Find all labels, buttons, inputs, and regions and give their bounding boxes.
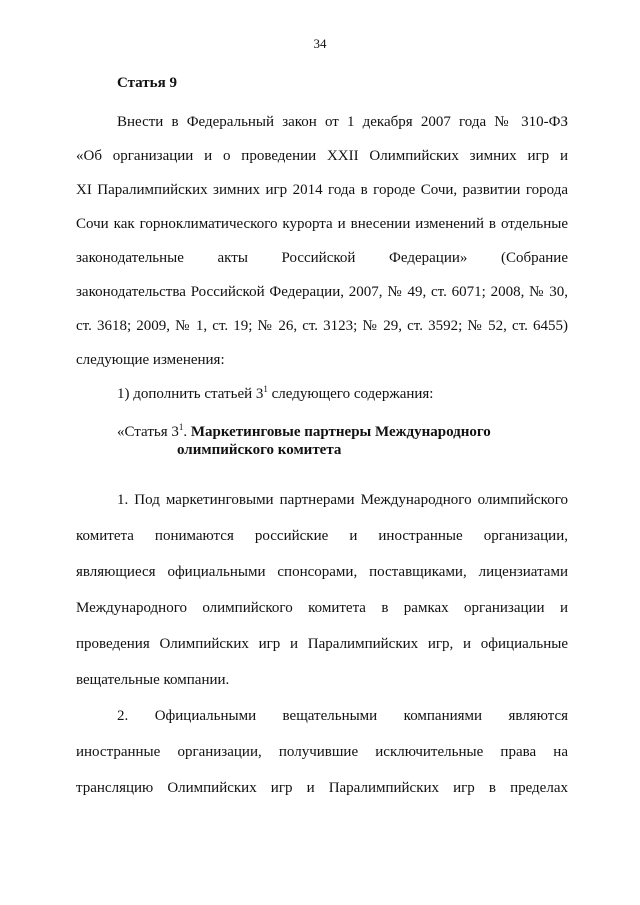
intro-line-5-word: Российской <box>281 250 356 266</box>
intro-line-1: Внести в Федеральный закон от 1 декабря 2007 года № 310-ФЗ <box>117 114 568 130</box>
new-article-title-2: олимпийского комитета <box>177 442 342 458</box>
intro-line-6: законодательства Российской Федерации, 2007, № 49, ст. 6071; 2008, № 30, <box>76 284 568 300</box>
item-1 <box>117 385 568 403</box>
new-article-dot: . <box>183 424 191 440</box>
intro-line-7: ст. 3618; 2009, № 1, ст. 19; № 26, ст. 3123; № 29, ст. 3592; № 52, ст. 6455) <box>76 318 568 334</box>
item-1-prefix: 1) дополнить статьей 3 <box>117 386 264 402</box>
new-article-sup: 1 <box>178 422 184 432</box>
new-article-prefix: «Статья 3 <box>117 424 179 440</box>
para2-line-1: 2. Официальными вещательными компаниями являются <box>117 708 568 724</box>
item-1-sup: 1 <box>263 384 268 394</box>
para1-line-2: комитета понимаются российские и иностранные организации, <box>76 528 568 544</box>
intro-line-5-word: законодательные <box>76 250 184 266</box>
intro-line-5-word: (Собрание <box>500 250 568 266</box>
intro-line-2: «Об организации и о проведении XXII Олимпийских зимних игр и <box>76 148 568 164</box>
article-title: Статья 9 <box>117 75 177 91</box>
intro-line-5 <box>76 249 568 267</box>
para1-line-6: вещательные компании. <box>76 672 230 688</box>
intro-line-5-word: акты <box>217 250 248 266</box>
para1-line-3: являющиеся официальными спонсорами, поставщиками, лицензиатами <box>76 564 568 580</box>
page-number: 34 <box>313 36 327 51</box>
intro-line-4: Сочи как горноклиматического курорта и внесении изменений в отдельные <box>76 216 568 232</box>
item-1-suffix: следующего содержания: <box>267 386 434 402</box>
intro-line-3: XI Паралимпийских зимних игр 2014 года в городе Сочи, развитии города <box>76 182 568 198</box>
para1-line-4: Международного олимпийского комитета в рамках организации и <box>76 600 568 616</box>
para2-line-2: иностранные организации, получившие исключительные права на <box>76 744 568 760</box>
new-article-title-1: Маркетинговые партнеры Международного <box>190 424 491 440</box>
new-article-heading <box>117 423 568 441</box>
para2-line-3: трансляцию Олимпийских игр и Паралимпийских игр в пределах <box>76 780 568 796</box>
intro-line-5-word: Федерации» <box>389 250 468 266</box>
para1-line-1: 1. Под маркетинговыми партнерами Международного олимпийского <box>117 492 568 508</box>
intro-line-8: следующие изменения: <box>76 352 225 368</box>
para1-line-5: проведения Олимпийских игр и Паралимпийских игр, и официальные <box>76 636 568 652</box>
